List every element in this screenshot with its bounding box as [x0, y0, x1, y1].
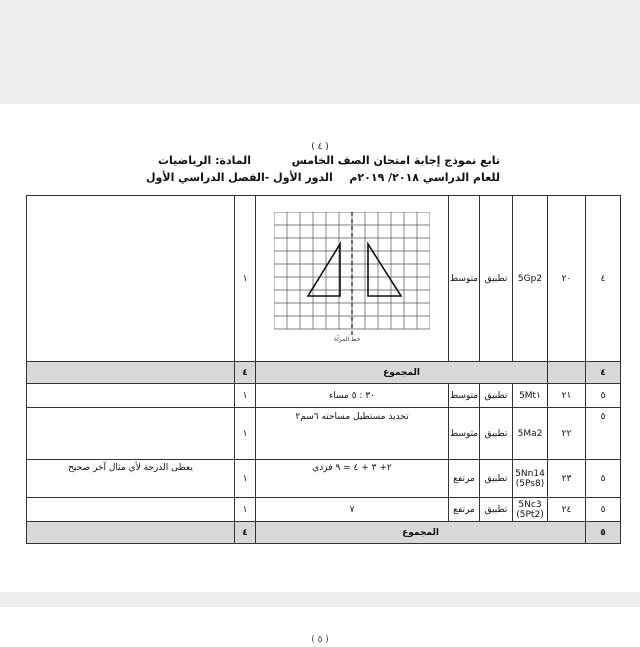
- question-number: ٥: [586, 460, 621, 498]
- difficulty-level: متوسط: [449, 196, 480, 362]
- difficulty-level: مرتفع: [449, 460, 480, 498]
- mark: ١: [235, 384, 256, 408]
- item-number: ٢٠: [548, 196, 586, 362]
- question-total: ٥: [586, 522, 621, 544]
- skill-type: تطبيق: [480, 408, 513, 460]
- standard-code: 5Gp2: [513, 196, 548, 362]
- notes: [27, 498, 235, 522]
- difficulty-level: مرتفع: [449, 498, 480, 522]
- gap-cell: [548, 362, 586, 384]
- mark: ١: [235, 196, 256, 362]
- reflection-grid: [274, 212, 430, 342]
- mark: ١: [235, 498, 256, 522]
- question-number: ٤: [586, 196, 621, 362]
- standard-code: 5Nc3 (5Pt2): [513, 498, 548, 522]
- notes: [27, 408, 235, 460]
- term-label: الدور الأول -الفصل الدراسي الأول: [146, 171, 333, 184]
- table-row: [27, 196, 621, 362]
- standard-code: 5Nn14 (5Ps8): [513, 460, 548, 498]
- next-page: [0, 607, 640, 647]
- subject-label: المادة: الرياضيات: [158, 154, 252, 167]
- answer-table: [26, 195, 621, 544]
- table-row: [27, 498, 621, 522]
- sum-row: [27, 362, 621, 384]
- mark: ١: [235, 460, 256, 498]
- question-number: ٥: [586, 408, 621, 460]
- sum-notes: [27, 522, 235, 544]
- difficulty-level: متوسط: [449, 384, 480, 408]
- reflection-figure: [274, 212, 430, 346]
- page-number: ( ٤ ): [311, 142, 329, 152]
- question-number: ٥: [586, 384, 621, 408]
- answer: ٣٠ : ٥ مساء: [256, 384, 449, 408]
- item-number: ٢٣: [548, 460, 586, 498]
- skill-type: تطبيق: [480, 196, 513, 362]
- answer-figure-cell: [256, 196, 449, 362]
- notes: [27, 384, 235, 408]
- reflected-triangle: [368, 244, 401, 296]
- item-number: ٢٢: [548, 408, 586, 460]
- next-page-number: ( ٥ ): [311, 635, 329, 645]
- table-row: [27, 384, 621, 408]
- academic-year: للعام الدراسي ٢٠١٨/ ٢٠١٩م: [349, 171, 500, 184]
- standard-code: 5Mt١: [513, 384, 548, 408]
- sum-notes: [27, 362, 235, 384]
- answer: تحديد مستطيل مساحته ٦سم٢: [256, 408, 449, 460]
- notes: [27, 196, 235, 362]
- notes: يعطى الدرجة لأي مثال آخر صحيح: [27, 460, 235, 498]
- mark: ١: [235, 408, 256, 460]
- exam-title: تابع نموذج إجابة امتحان الصف الخامس: [291, 154, 500, 167]
- skill-type: تطبيق: [480, 384, 513, 408]
- question-number: ٥: [586, 498, 621, 522]
- sum-row: [27, 522, 621, 544]
- table-row: [27, 460, 621, 498]
- answer: ٧: [256, 498, 449, 522]
- item-number: ٢٤: [548, 498, 586, 522]
- difficulty-level: متوسط: [449, 408, 480, 460]
- skill-type: تطبيق: [480, 498, 513, 522]
- skill-type: تطبيق: [480, 460, 513, 498]
- item-number: ٢١: [548, 384, 586, 408]
- table-row: [27, 408, 621, 460]
- sum-value: ٤: [235, 522, 256, 544]
- answer: ٢+ ٣ + ٤ = ٩ فردي: [256, 460, 449, 498]
- sum-label: المجموع: [256, 362, 548, 384]
- sum-value: ٤: [235, 362, 256, 384]
- mirror-line-label: خط المرآة: [334, 335, 361, 343]
- document-page: [0, 104, 640, 592]
- question-total: ٤: [586, 362, 621, 384]
- standard-code: 5Ma2: [513, 408, 548, 460]
- sum-label: المجموع: [256, 522, 586, 544]
